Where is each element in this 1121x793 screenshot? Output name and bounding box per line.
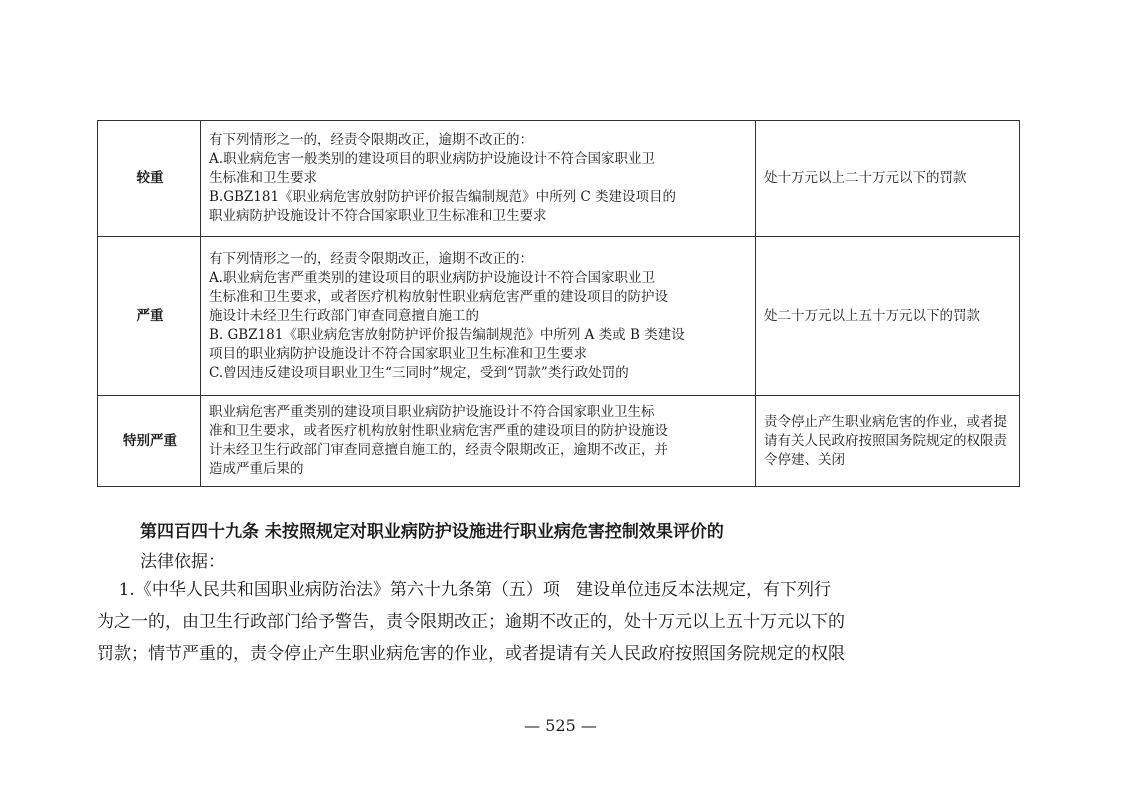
violation-condition: 有下列情形之一的，经责令限期改正，逾期不改正的： A.职业病危害严重类别的建设项目的职业病防护设施设计不符合国家职业卫 生标准和卫生要求，或者医疗机构放射性职业病危害严重的建设项目的防护设 施设计未经卫生行政部门审查同意擅自施工的 B. GBZ181《职业病危害放射防护评价报告编制规范》中所列 A 类或 B 类建设 项目的职业病防护设施设计不符合国家职业卫生标准和卫生要求 C.曾因违反建设项目职业卫生“三同时”规定，受到“罚款”类行政处罚的 (201, 237, 756, 396)
severity-level: 特别严重 (98, 396, 201, 487)
penalty-table (97, 120, 1020, 487)
page-number: — 525 — (524, 716, 597, 735)
article-title: 第四百四十九条 未按照规定对职业病防护设施进行职业病危害控制效果评价的 (140, 522, 724, 542)
severity-level: 较重 (98, 121, 201, 237)
table-row (98, 396, 1020, 487)
penalty-standard: 处十万元以上二十万元以下的罚款 (756, 121, 1020, 237)
penalty-standard: 责令停止产生职业病危害的作业，或者提请有关人民政府按照国务院规定的权限责令停建、关闭 (756, 396, 1020, 487)
legal-basis-paragraph: 1.《中华人民共和国职业病防治法》第六十九条第（五）项 建设单位违反本法规定，有下列行 为之一的，由卫生行政部门给予警告，责令限期改正；逾期不改正的，处十万元以上五十万元以下的 罚款；情节严重的，责令停止产生职业病危害的作业，或者提请有关人民政府按照国务院规定的权限 (97, 580, 845, 664)
severity-level: 严重 (98, 237, 201, 396)
table-row (98, 237, 1020, 396)
legal-basis-label: 法律依据： (140, 552, 225, 572)
table-row (98, 121, 1020, 237)
violation-condition: 有下列情形之一的，经责令限期改正，逾期不改正的： A.职业病危害一般类别的建设项目的职业病防护设施设计不符合国家职业卫 生标准和卫生要求 B.GBZ181《职业病危害放射防护评价报告编制规范》中所列 C 类建设项目的 职业病防护设施设计不符合国家职业卫生标准和卫生要求 (201, 121, 756, 237)
violation-condition: 职业病危害严重类别的建设项目职业病防护设施设计不符合国家职业卫生标 准和卫生要求，或者医疗机构放射性职业病危害严重的建设项目的防护设施设 计未经卫生行政部门审查同意擅自施工的，经责令限期改正，逾期不改正，并 造成严重后果的 (201, 396, 756, 487)
penalty-standard: 处二十万元以上五十万元以下的罚款 (756, 237, 1020, 396)
